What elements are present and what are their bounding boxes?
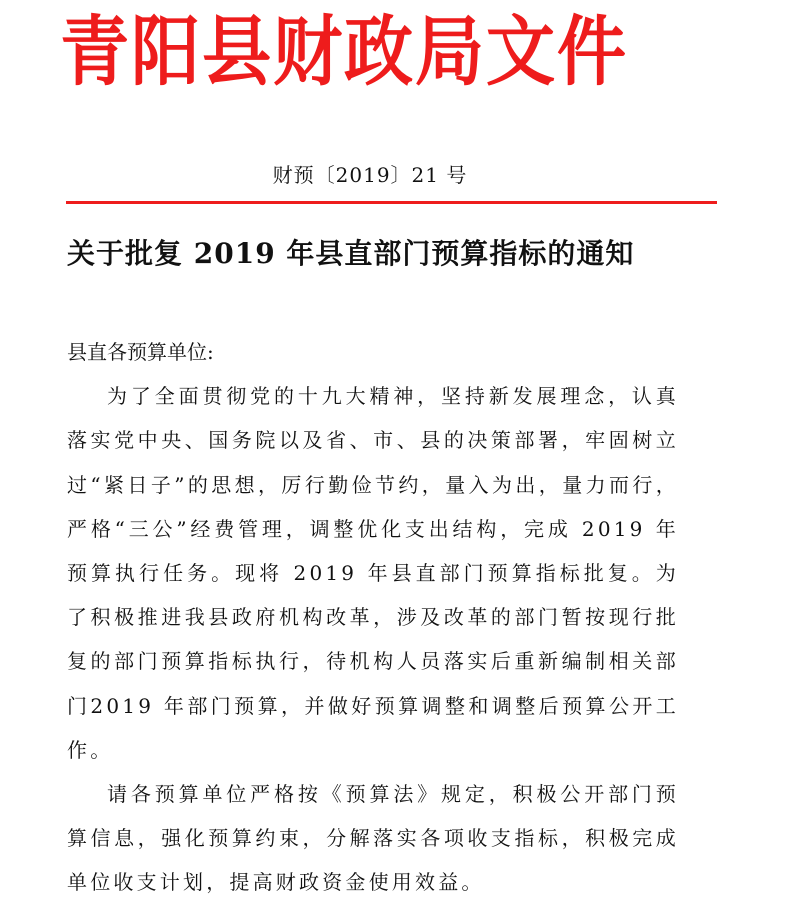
body-paragraph-1: 为了全面贯彻党的十九大精神，坚持新发展理念，认真落实党中央、国务院以及省、市、县的决策部署，牢固树立过“紧日子”的思想，厉行勤俭节约，量入为出，量力而行，严格“三公”经费管理，调整优化支出结构，完成 2019 年预算执行任务。现将 2019 年县直部门预算指标批复。为了积极推进我县政府机构改革，涉及改革的部门暂按现行批复的部门预算指标执行，待机构人员落实后重新编制相关部门2019 年部门预算，并做好预算调整和调整后预算公开工作。 bbox=[67, 384, 679, 762]
document-number: 财预〔2019〕21 号 bbox=[272, 163, 468, 187]
salutation: 县直各预算单位: bbox=[67, 340, 214, 364]
letterhead-title: 青阳县财政局文件 bbox=[60, 7, 628, 96]
body-paragraph-2: 请各预算单位严格按《预算法》规定，积极公开部门预算信息，强化预算约束，分解落实各项收支指标，积极完成单位收支计划，提高财政资金使用效益。 bbox=[67, 782, 679, 895]
document-body bbox=[67, 330, 679, 905]
letterhead-divider bbox=[66, 201, 717, 204]
document-subject: 关于批复 2019 年县直部门预算指标的通知 bbox=[67, 237, 635, 270]
